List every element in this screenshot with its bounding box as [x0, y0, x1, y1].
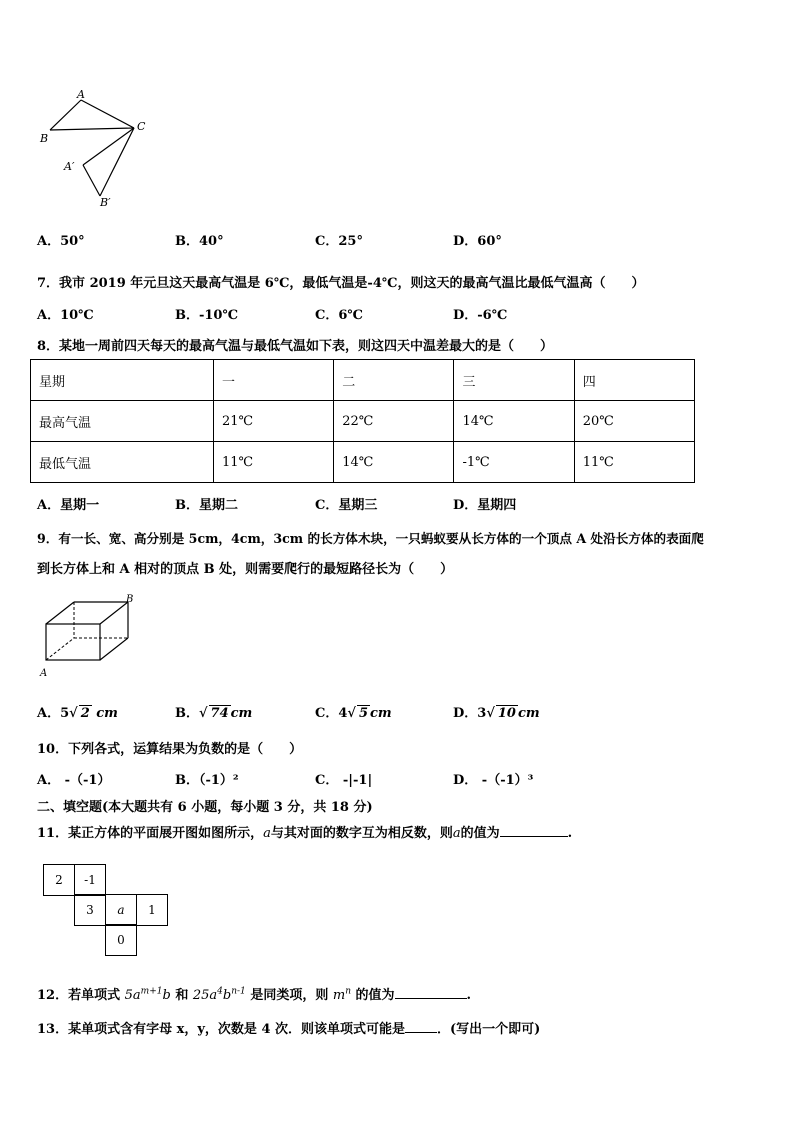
radicand: 10 — [497, 706, 516, 721]
q6-option-b[interactable]: B．40° — [175, 234, 224, 249]
table-row — [31, 360, 695, 401]
option-prefix: B． — [175, 706, 199, 721]
net-cell: 2 — [43, 864, 75, 896]
sqrt-sign: √ — [69, 706, 78, 721]
monomial-2: $25a^4b^{n-1}$ — [192, 986, 246, 1003]
q8-option-d[interactable]: D．星期四 — [453, 498, 517, 513]
net-cell: 1 — [136, 894, 168, 926]
unit: cm — [517, 706, 540, 721]
sqrt-sign: √ — [347, 706, 356, 721]
q11-var-2: a — [452, 826, 461, 841]
section-heading: 二、填空题(本大题共有 6 小题，每小题 3 分，共 18 分) — [37, 800, 373, 815]
q6-option-d[interactable]: D．60° — [453, 234, 502, 249]
q7-option-d[interactable]: D．-6℃ — [453, 308, 508, 323]
q7-option-a[interactable]: A．10℃ — [37, 308, 94, 323]
q10-text: 10．下列各式，运算结果为负数的是（ ） — [37, 742, 303, 757]
q9-option-d[interactable] — [453, 702, 540, 721]
table-row — [31, 442, 695, 483]
q12-pre: 12．若单项式 — [37, 988, 125, 1003]
q12-post: 的值为 — [350, 988, 395, 1003]
q13-text — [37, 1018, 540, 1037]
table-cell: 四 — [574, 360, 694, 401]
q10-option-a[interactable]: A． -（-1） — [37, 773, 111, 788]
sqrt-sign: √ — [199, 706, 208, 721]
net-cell: a — [105, 894, 137, 926]
table-row — [31, 401, 695, 442]
q9-text-line1: 9．有一长、宽、高分别是 5cm，4cm，3cm 的长方体木块，一只蚂蚁要从长方体的一个顶点 A 处沿长方体的表面爬 — [37, 531, 704, 546]
radicand: 5 — [358, 706, 368, 721]
triangle-figure — [36, 86, 156, 216]
label-A-prime: A′ — [64, 160, 75, 173]
option-prefix: D．3 — [453, 706, 487, 721]
q9-text-line2: 到长方体上和 A 相对的顶点 B 处，则需要爬行的最短路径长为（ ） — [37, 562, 454, 577]
q13-pre: 13．某单项式含有字母 x，y，次数是 4 次．则该单项式可能是 — [37, 1022, 406, 1037]
q10-option-d[interactable]: D． -（-1）³ — [453, 773, 534, 788]
q7-option-b[interactable]: B．-10℃ — [175, 308, 239, 323]
label-A: A — [77, 88, 85, 101]
net-cell: 0 — [105, 924, 137, 956]
q12-end: . — [466, 988, 472, 1003]
table-cell: 一 — [213, 360, 333, 401]
q10-option-b[interactable]: B．（-1）² — [175, 773, 239, 788]
unit: cm — [96, 706, 118, 721]
q9-option-b[interactable] — [175, 702, 252, 721]
table-cell: 14℃ — [334, 442, 454, 483]
table-cell: 11℃ — [574, 442, 694, 483]
cuboid-label-B: B — [126, 594, 134, 605]
sqrt-sign: √ — [486, 706, 495, 721]
table-cell: 20℃ — [574, 401, 694, 442]
power-expr: $m^n$ — [332, 986, 351, 1003]
label-B: B — [40, 132, 49, 145]
table-cell: 22℃ — [334, 401, 454, 442]
q12-answer-blank[interactable] — [395, 998, 467, 999]
q6-option-c[interactable]: C．25° — [315, 234, 363, 249]
q11-pre: 11．某正方体的平面展开图如图所示， — [37, 826, 264, 841]
table-cell: 星期 — [31, 360, 214, 401]
q8-text: 8．某地一周前四天每天的最高气温与最低气温如下表，则这四天中温差最大的是（ ） — [37, 339, 554, 354]
monomial-1: $5a^{m+1}b$ — [124, 986, 171, 1003]
option-prefix: C．4 — [315, 706, 348, 721]
q8-option-b[interactable]: B．星期二 — [175, 498, 238, 513]
table-cell: 14℃ — [454, 401, 574, 442]
label-C: C — [137, 120, 146, 133]
q13-answer-blank[interactable] — [405, 1032, 437, 1033]
net-cell: 3 — [74, 894, 106, 926]
unit: cm — [230, 706, 253, 721]
q8-option-a[interactable]: A．星期一 — [37, 498, 100, 513]
q9-option-a[interactable] — [37, 702, 118, 721]
table-cell: 最高气温 — [31, 401, 214, 442]
table-cell: 三 — [454, 360, 574, 401]
q11-answer-blank[interactable] — [500, 836, 568, 837]
table-cell: 21℃ — [213, 401, 333, 442]
option-prefix: A．5 — [37, 706, 70, 721]
q8-option-c[interactable]: C．星期三 — [315, 498, 378, 513]
q11-var: a — [263, 826, 271, 841]
q11-text — [37, 822, 572, 841]
q9-option-c[interactable] — [315, 702, 392, 721]
unit: cm — [370, 706, 392, 721]
table-cell: 二 — [334, 360, 454, 401]
label-B-prime: B′ — [100, 196, 111, 209]
q12-mid: 是同类项，则 — [245, 988, 333, 1003]
q12-text — [37, 984, 471, 1003]
q13-post: ．(写出一个即可) — [437, 1022, 541, 1037]
radicand: 2 — [80, 706, 90, 721]
q7-option-c[interactable]: C．6℃ — [315, 308, 363, 323]
q6-option-a[interactable]: A．50° — [37, 234, 85, 249]
q7-text: 7．我市 2019 年元旦这天最高气温是 6℃，最低气温是-4℃，则这天的最高气温比最低气温高（ ） — [37, 276, 645, 291]
table-cell: -1℃ — [454, 442, 574, 483]
temperature-table — [30, 359, 695, 483]
radicand: 74 — [210, 706, 229, 721]
net-cell: -1 — [74, 864, 106, 896]
q11-mid: 与其对面的数字互为相反数，则 — [270, 826, 453, 841]
cuboid-label-A: A — [40, 668, 48, 679]
q12-and: 和 — [170, 988, 193, 1003]
q11-end: . — [567, 826, 573, 841]
q11-post: 的值为 — [460, 826, 500, 841]
table-cell: 11℃ — [213, 442, 333, 483]
q10-option-c[interactable]: C． -|-1| — [315, 773, 373, 788]
table-cell: 最低气温 — [31, 442, 214, 483]
cuboid-figure — [36, 594, 146, 680]
